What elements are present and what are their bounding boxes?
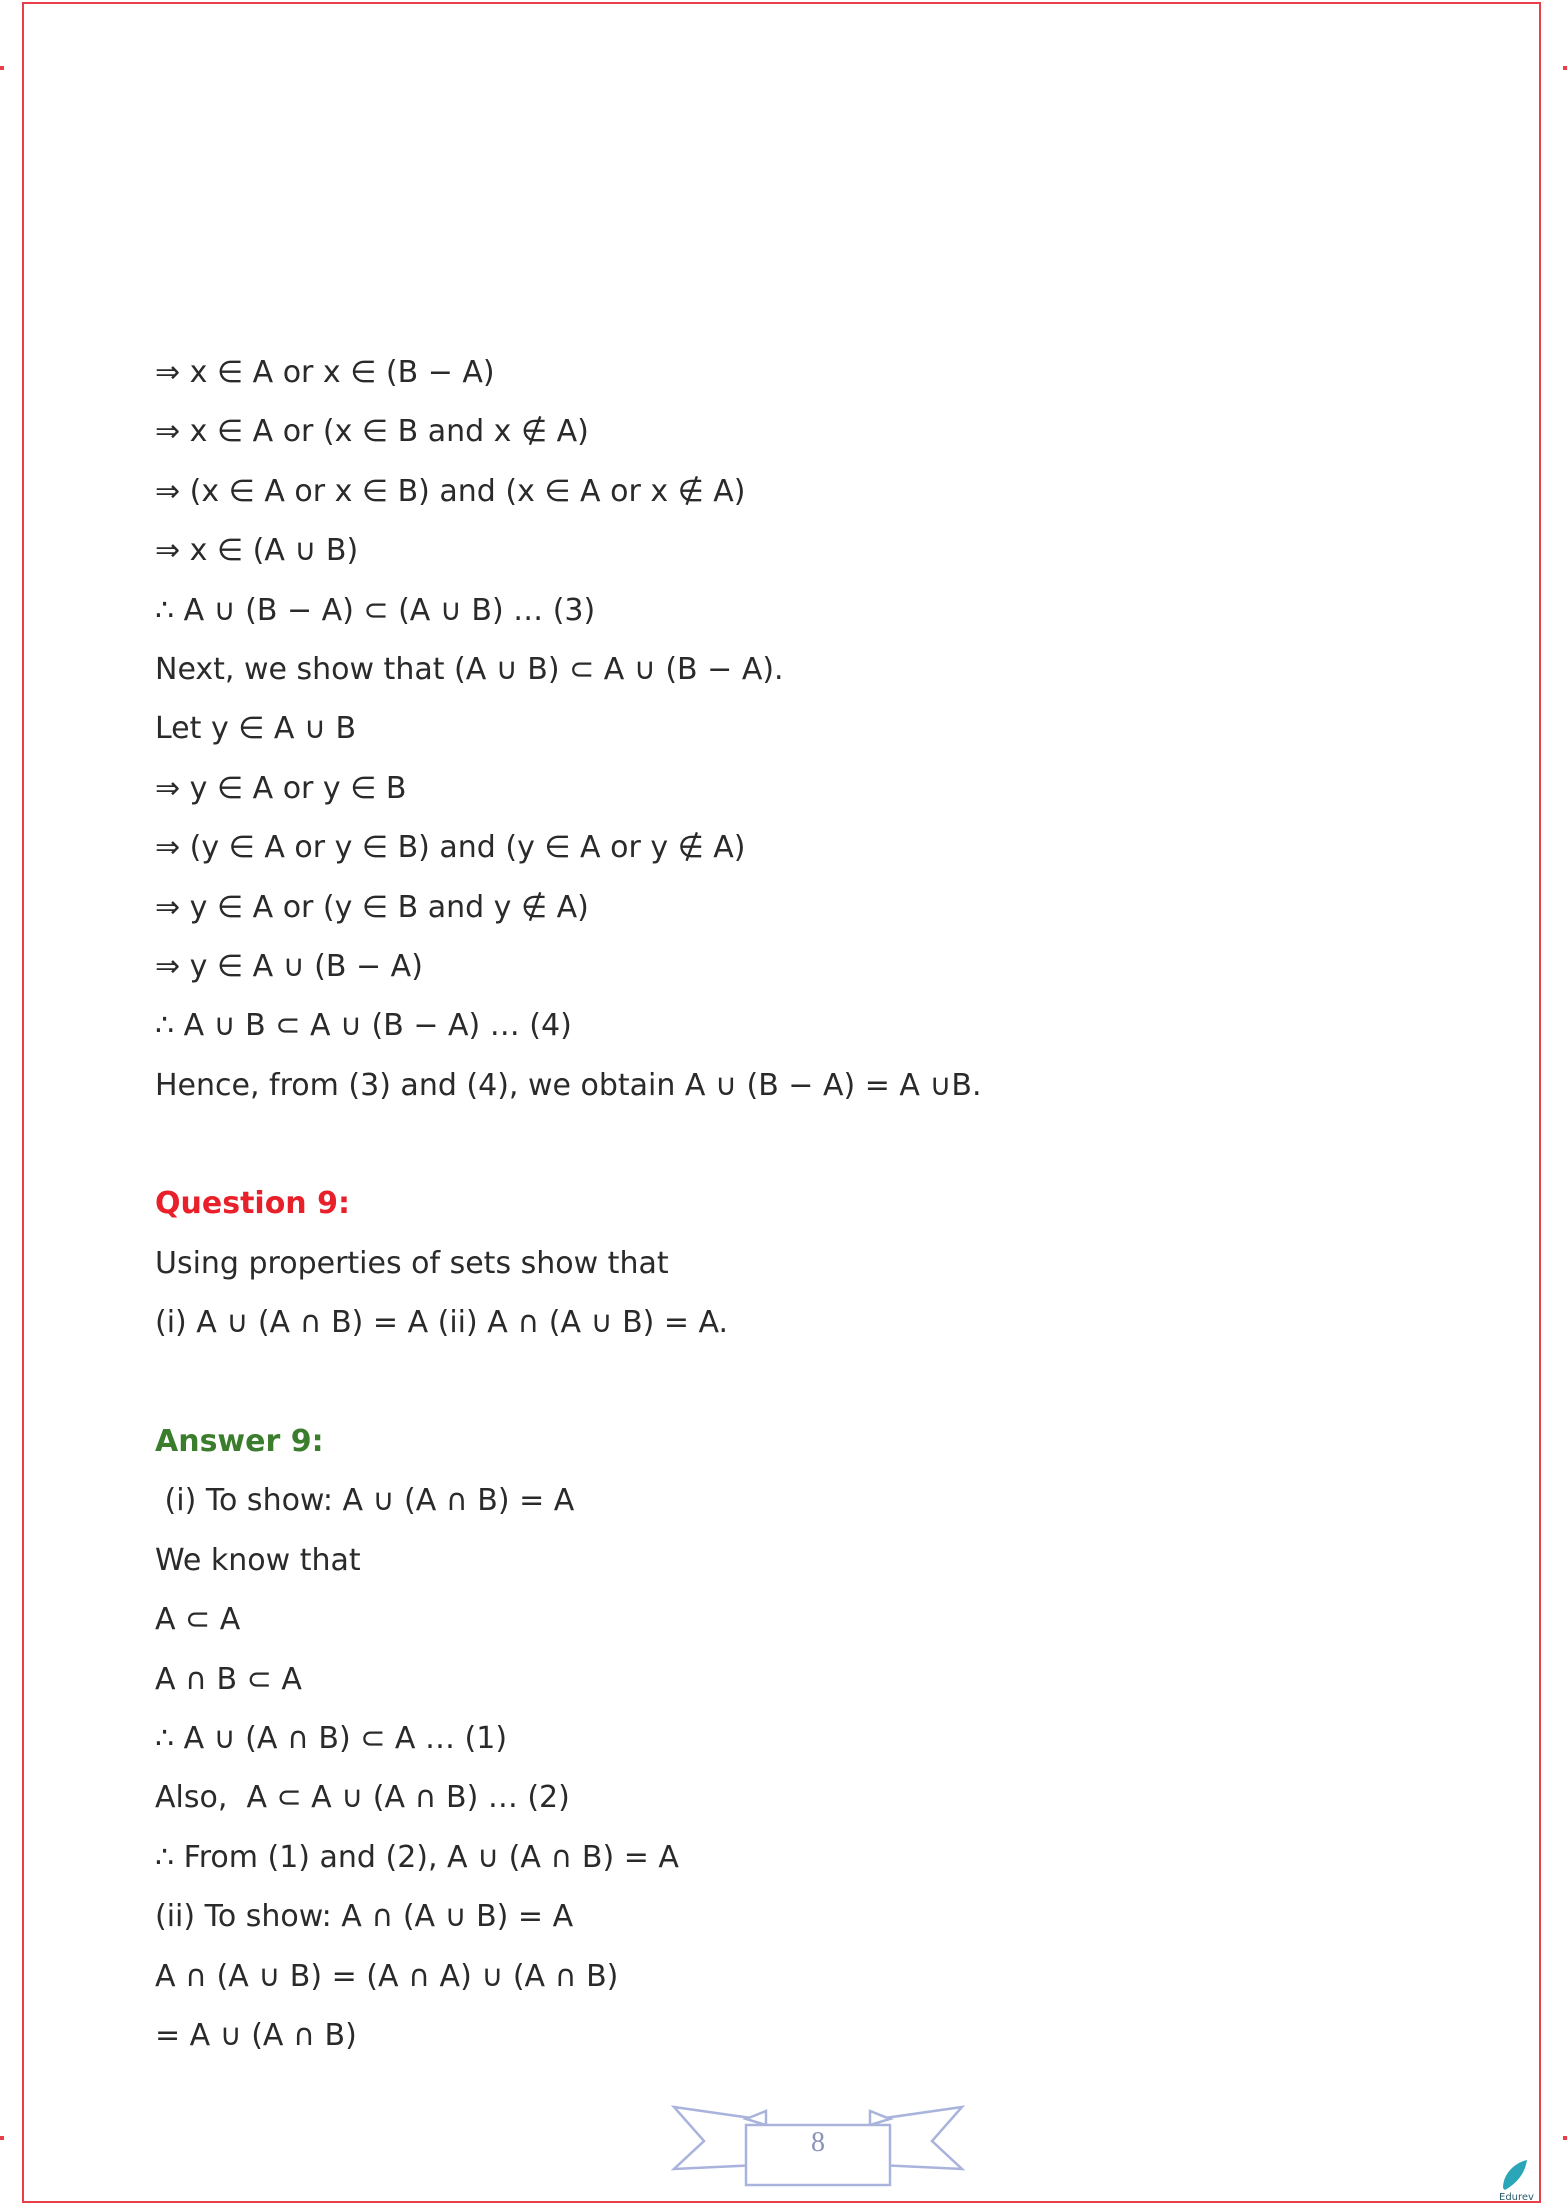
proof-line: ⇒ (x ∈ A or x ∈ B) and (x ∈ A or x ∉ A) [155, 473, 746, 509]
svg-text:Edurev: Edurev [1499, 2192, 1534, 2202]
answer-heading: Answer 9: [155, 1424, 324, 1460]
answer-line: (i) To show: A ∪ (A ∩ B) = A [155, 1483, 575, 1519]
logo-icon [1495, 2158, 1540, 2202]
answer-line: A ⊂ A [155, 1602, 241, 1638]
answer-line: ∴ A ∪ (A ∩ B) ⊂ A … (1) [155, 1720, 508, 1756]
page-number: 8 [811, 2127, 825, 2158]
answer-line: A ∩ (A ∪ B) = (A ∩ A) ∪ (A ∩ B) [155, 1958, 619, 1994]
question-heading: Question 9: [155, 1186, 350, 1222]
answer-line: We know that [155, 1542, 361, 1578]
proof-line: ⇒ x ∈ A or x ∈ (B − A) [155, 355, 495, 390]
proof-line: ∴ A ∪ B ⊂ A ∪ (B − A) … (4) [155, 1008, 572, 1044]
proof-line: ⇒ (y ∈ A or y ∈ B) and (y ∈ A or y ∉ A) [155, 830, 746, 866]
proof-line: ⇒ y ∈ A ∪ (B − A) [155, 948, 423, 984]
answer-line: ∴ From (1) and (2), A ∪ (A ∩ B) = A [155, 1839, 679, 1875]
proof-line: ⇒ y ∈ A or (y ∈ B and y ∉ A) [155, 889, 589, 925]
question-line: Using properties of sets show that [155, 1245, 669, 1281]
answer-line: Also, A ⊂ A ∪ (A ∩ B) … (2) [155, 1780, 570, 1816]
question-line: (i) A ∪ (A ∩ B) = A (ii) A ∩ (A ∪ B) = A. [155, 1305, 729, 1341]
answer-line: A ∩ B ⊂ A [155, 1661, 302, 1697]
proof-line: Hence, from (3) and (4), we obtain A ∪ (B − A) = A ∪B. [155, 1067, 982, 1103]
crop-mark [1563, 2136, 1567, 2140]
page-content [155, 343, 1455, 2065]
proof-line: ⇒ x ∈ (A ∪ B) [155, 533, 359, 569]
proof-line: Let y ∈ A ∪ B [155, 711, 357, 747]
proof-line: ⇒ x ∈ A or (x ∈ B and x ∉ A) [155, 414, 589, 450]
answer-line: (ii) To show: A ∩ (A ∪ B) = A [155, 1899, 574, 1935]
proof-line: Next, we show that (A ∪ B) ⊂ A ∪ (B − A). [155, 651, 784, 687]
proof-line: ∴ A ∪ (B − A) ⊂ (A ∪ B) … (3) [155, 592, 596, 628]
crop-mark [0, 66, 4, 70]
answer-line: = A ∪ (A ∩ B) [155, 2017, 357, 2053]
proof-line: ⇒ y ∈ A or y ∈ B [155, 770, 407, 806]
edurev-logo [1495, 2158, 1540, 2202]
crop-mark [1563, 66, 1567, 70]
crop-mark [0, 2136, 4, 2140]
page-number-ribbon [668, 2105, 968, 2195]
